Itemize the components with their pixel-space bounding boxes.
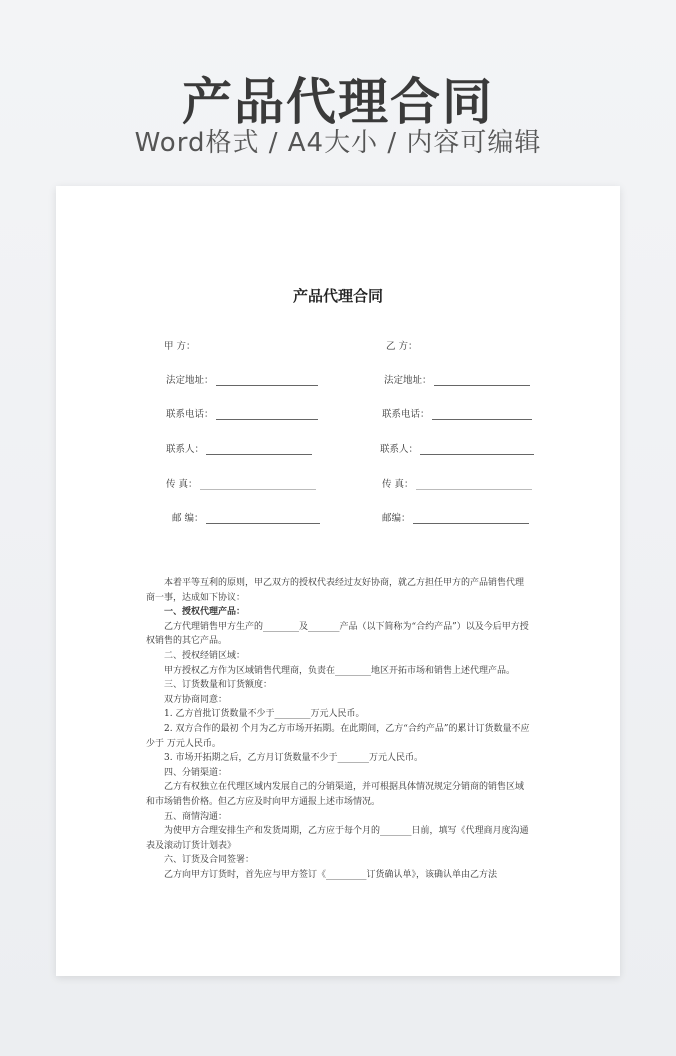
paragraph: 3. 市场开拓期之后，乙方月订货数量不少于_______万元人民币。 xyxy=(164,753,423,764)
section-heading: 一、授权代理产品： xyxy=(164,607,246,618)
party-a-address-field[interactable]: 法定地址： xyxy=(166,372,318,386)
section-heading: 六、订货及合同签署： xyxy=(164,855,255,866)
party-a-contact-field[interactable]: 联系人： xyxy=(166,441,312,455)
party-b-address-field[interactable]: 法定地址： xyxy=(384,372,530,386)
contract-body xyxy=(146,576,530,882)
party-b-contact-field[interactable]: 联系人： xyxy=(380,441,534,455)
party-a-postcode-field[interactable]: 邮 编： xyxy=(172,510,320,524)
paragraph: 乙方向甲方订货时，首先应与甲方签订《_________订货确认单》，该确认单由乙方法 xyxy=(164,869,498,880)
party-b-phone-field[interactable]: 联系电话： xyxy=(382,406,532,420)
paragraph: 乙方有权独立在代理区域内发展自己的分销渠道，并可根据具体情况规定分销商的销售区域和市场销售价格。但乙方应及时向甲方通报上述市场情况。 xyxy=(146,782,525,807)
paragraph: 乙方代理销售甲方生产的________及_______产品（以下简称为“合约产品”）以及今后甲方授权销售的其它产品。 xyxy=(146,621,529,647)
section-heading: 二、授权经销区域： xyxy=(164,650,246,661)
paragraph: 为使甲方合理安排生产和发货周期，乙方应于每个月的_______日前，填写《代理商月度沟通表及滚动订货计划表》 xyxy=(146,826,529,851)
hero-subtitle: Word格式 / A4大小 / 内容可编辑 xyxy=(134,128,542,158)
party-a-label: 甲 方： xyxy=(164,341,196,352)
paragraph: 2. 双方合作的最初 个月为乙方市场开拓期。在此期间，乙方“合约产品”的累计订货数量不应少于 万元人民币。 xyxy=(146,723,530,749)
section-heading: 三、订货数量和订货额度： xyxy=(164,680,273,691)
paragraph: 1. 乙方首批订货数量不少于________万元人民币。 xyxy=(164,709,365,720)
party-a-fax-field[interactable]: 传 真： xyxy=(166,476,316,490)
paragraph: 双方协商同意： xyxy=(164,694,228,705)
party-b-label: 乙 方： xyxy=(386,341,418,352)
section-heading: 五、商情沟通： xyxy=(164,811,228,822)
party-a-phone-field[interactable]: 联系电话： xyxy=(166,406,318,420)
document-title: 产品代理合同 xyxy=(292,287,383,305)
paragraph-intro: 本着平等互利的原则，甲乙双方的授权代表经过友好协商，就乙方担任甲方的产品销售代理商一事，达成如下协议： xyxy=(146,578,525,603)
section-heading: 四、分销渠道： xyxy=(164,767,228,778)
hero-title: 产品代理合同 xyxy=(182,73,494,131)
paragraph: 甲方授权乙方作为区域销售代理商，负责在________地区开拓市场和销售上述代理产品。 xyxy=(164,665,516,676)
party-b-fax-field[interactable]: 传 真： xyxy=(382,476,532,490)
party-b-postcode-field[interactable]: 邮编： xyxy=(382,510,529,524)
